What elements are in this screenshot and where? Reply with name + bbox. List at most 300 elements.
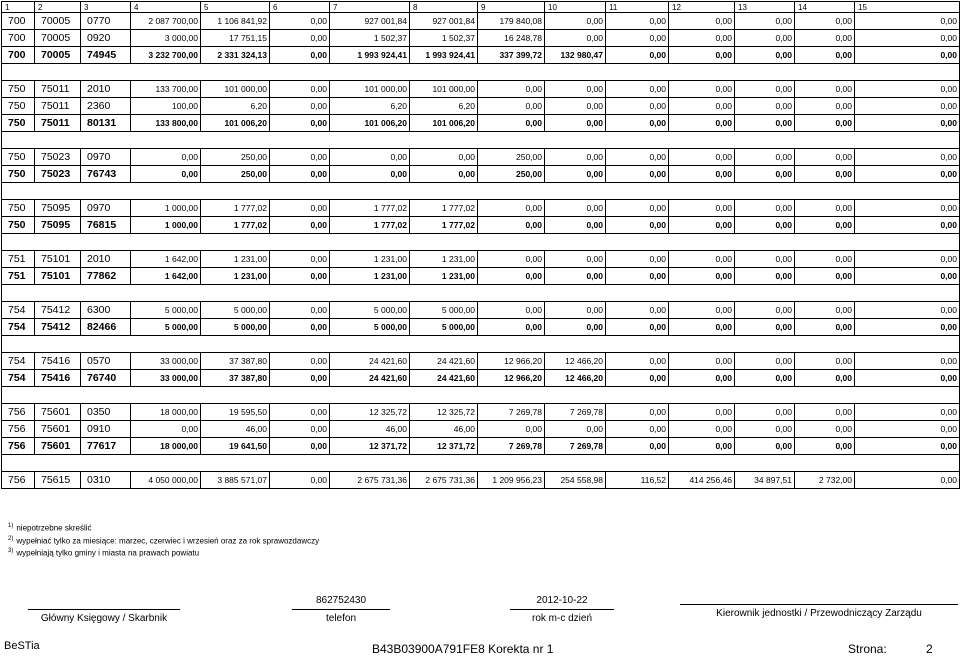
table-row [2, 472, 960, 489]
separator-cell [478, 336, 545, 353]
column-number: 8 [410, 2, 478, 13]
separator-cell [2, 183, 35, 200]
amount-cell: 5 000,00 [330, 302, 410, 319]
amount-cell: 0,00 [669, 353, 735, 370]
page-label: Strona: [848, 642, 887, 656]
amount-cell: 133 800,00 [131, 115, 201, 132]
separator-cell [478, 455, 545, 472]
separator-cell [855, 183, 960, 200]
amount-cell: 6,20 [201, 98, 270, 115]
separator-cell [606, 455, 669, 472]
separator-cell [735, 234, 795, 251]
amount-cell: 0,00 [478, 268, 545, 285]
amount-cell: 0,00 [735, 319, 795, 336]
amount-cell: 0,00 [270, 438, 330, 455]
amount-cell: 12 466,20 [545, 370, 606, 387]
amount-cell: 0,00 [545, 200, 606, 217]
amount-cell: 0,00 [606, 302, 669, 319]
total-row [2, 166, 960, 183]
amount-cell: 0,00 [855, 30, 960, 47]
amount-cell: 1 000,00 [131, 217, 201, 234]
separator-cell [795, 387, 855, 404]
amount-cell: 18 000,00 [131, 438, 201, 455]
amount-cell: 0,00 [795, 319, 855, 336]
amount-cell: 0,00 [855, 302, 960, 319]
separator-cell [606, 64, 669, 81]
amount-cell: 0,00 [270, 217, 330, 234]
column-number: 6 [270, 2, 330, 13]
column-number: 9 [478, 2, 545, 13]
amount-cell: 0,00 [855, 115, 960, 132]
amount-cell: 250,00 [478, 149, 545, 166]
chapter-cell: 75101 [35, 251, 81, 268]
amount-cell: 1 777,02 [410, 217, 478, 234]
amount-cell: 0,00 [606, 438, 669, 455]
separator-cell [270, 64, 330, 81]
separator-cell [201, 387, 270, 404]
separator-cell [330, 387, 410, 404]
section-cell: 750 [2, 166, 35, 183]
separator-cell [606, 132, 669, 149]
separator-cell [330, 183, 410, 200]
amount-cell: 5 000,00 [410, 319, 478, 336]
chapter-cell: 75601 [35, 404, 81, 421]
amount-cell: 37 387,80 [201, 353, 270, 370]
total-row [2, 115, 960, 132]
separator-row [2, 336, 960, 353]
footnotes [8, 521, 319, 559]
document-id: B43B03900A791FE8 Korekta nr 1 [372, 642, 554, 656]
separator-cell [330, 336, 410, 353]
paragraph-cell: 0970 [81, 200, 131, 217]
amount-cell: 0,00 [669, 149, 735, 166]
separator-cell [795, 336, 855, 353]
separator-cell [795, 285, 855, 302]
amount-cell: 5 000,00 [330, 319, 410, 336]
separator-cell [81, 64, 131, 81]
section-cell: 750 [2, 200, 35, 217]
amount-cell: 0,00 [735, 149, 795, 166]
amount-cell: 133 700,00 [131, 81, 201, 98]
separator-cell [669, 183, 735, 200]
column-number: 12 [669, 2, 735, 13]
paragraph-cell: 0570 [81, 353, 131, 370]
amount-cell: 4 050 000,00 [131, 472, 201, 489]
separator-cell [855, 336, 960, 353]
page-number: 2 [926, 642, 933, 656]
separator-cell [201, 64, 270, 81]
amount-cell: 0,00 [270, 98, 330, 115]
amount-cell: 0,00 [855, 251, 960, 268]
amount-cell: 0,00 [855, 438, 960, 455]
amount-cell: 0,00 [606, 251, 669, 268]
amount-cell: 0,00 [270, 13, 330, 30]
separator-cell [410, 336, 478, 353]
amount-cell: 0,00 [795, 47, 855, 64]
amount-cell: 2 331 324,13 [201, 47, 270, 64]
separator-cell [81, 183, 131, 200]
amount-cell: 0,00 [606, 166, 669, 183]
amount-cell: 1 231,00 [201, 268, 270, 285]
amount-cell: 7 269,78 [478, 438, 545, 455]
section-cell: 754 [2, 302, 35, 319]
amount-cell: 927 001,84 [410, 13, 478, 30]
amount-cell: 0,00 [606, 319, 669, 336]
amount-cell: 0,00 [669, 98, 735, 115]
amount-cell: 0,00 [669, 217, 735, 234]
amount-cell: 6,20 [410, 98, 478, 115]
phone-label: telefon [325, 613, 357, 624]
separator-cell [35, 183, 81, 200]
amount-cell: 0,00 [606, 404, 669, 421]
total-row [2, 438, 960, 455]
amount-cell: 5 000,00 [201, 319, 270, 336]
section-cell: 750 [2, 81, 35, 98]
separator-cell [35, 387, 81, 404]
amount-cell: 0,00 [795, 404, 855, 421]
amount-cell: 0,00 [669, 47, 735, 64]
table-row [2, 30, 960, 47]
amount-cell: 37 387,80 [201, 370, 270, 387]
paragraph-cell: 0970 [81, 149, 131, 166]
footnote: $^{3)}$ wypełniają tylko gminy i miasta na prawach powiatu [8, 548, 200, 558]
separator-cell [545, 64, 606, 81]
amount-cell: 0,00 [410, 166, 478, 183]
separator-cell [545, 183, 606, 200]
amount-cell: 0,00 [478, 217, 545, 234]
separator-cell [330, 455, 410, 472]
chapter-cell: 70005 [35, 47, 81, 64]
separator-cell [81, 285, 131, 302]
amount-cell: 0,00 [669, 251, 735, 268]
amount-cell: 0,00 [855, 404, 960, 421]
amount-cell: 24 421,60 [410, 353, 478, 370]
separator-cell [81, 336, 131, 353]
separator-cell [201, 285, 270, 302]
separator-cell [270, 234, 330, 251]
amount-cell: 12 325,72 [330, 404, 410, 421]
separator-cell [35, 455, 81, 472]
amount-cell: 0,00 [735, 404, 795, 421]
paragraph-cell: 82466 [81, 319, 131, 336]
table-row [2, 421, 960, 438]
separator-cell [410, 64, 478, 81]
date-label: rok m-c dzień [531, 613, 592, 624]
amount-cell: 1 777,02 [201, 217, 270, 234]
amount-cell: 1 231,00 [330, 251, 410, 268]
separator-cell [545, 455, 606, 472]
amount-cell: 0,00 [855, 98, 960, 115]
report-table [1, 1, 960, 489]
separator-row [2, 387, 960, 404]
date-value: 2012-10-22 [536, 595, 588, 606]
section-cell: 750 [2, 98, 35, 115]
total-row [2, 319, 960, 336]
separator-cell [855, 285, 960, 302]
table-row [2, 13, 960, 30]
amount-cell: 1 106 841,92 [201, 13, 270, 30]
section-cell: 754 [2, 353, 35, 370]
amount-cell: 0,00 [795, 98, 855, 115]
amount-cell: 0,00 [478, 421, 545, 438]
amount-cell: 19 641,50 [201, 438, 270, 455]
paragraph-cell: 0920 [81, 30, 131, 47]
separator-cell [2, 234, 35, 251]
column-number: 14 [795, 2, 855, 13]
amount-cell: 414 256,46 [669, 472, 735, 489]
amount-cell: 250,00 [478, 166, 545, 183]
amount-cell: 0,00 [669, 438, 735, 455]
separator-cell [795, 234, 855, 251]
amount-cell: 0,00 [735, 115, 795, 132]
section-cell: 754 [2, 370, 35, 387]
separator-cell [735, 64, 795, 81]
amount-cell: 0,00 [478, 319, 545, 336]
amount-cell: 2 675 731,36 [410, 472, 478, 489]
amount-cell: 0,00 [735, 421, 795, 438]
amount-cell: 12 466,20 [545, 353, 606, 370]
amount-cell: 0,00 [270, 115, 330, 132]
amount-cell: 0,00 [855, 47, 960, 64]
amount-cell: 0,00 [795, 302, 855, 319]
amount-cell: 927 001,84 [330, 13, 410, 30]
amount-cell: 100,00 [131, 98, 201, 115]
total-row [2, 370, 960, 387]
amount-cell: 33 000,00 [131, 353, 201, 370]
separator-cell [735, 285, 795, 302]
amount-cell: 0,00 [410, 149, 478, 166]
column-number: 4 [131, 2, 201, 13]
amount-cell: 0,00 [795, 438, 855, 455]
amount-cell: 0,00 [545, 98, 606, 115]
column-number: 2 [35, 2, 81, 13]
paragraph-cell: 2010 [81, 81, 131, 98]
amount-cell: 0,00 [270, 47, 330, 64]
amount-cell: 1 993 924,41 [410, 47, 478, 64]
amount-cell: 5 000,00 [131, 302, 201, 319]
amount-cell: 7 269,78 [545, 404, 606, 421]
paragraph-cell: 0310 [81, 472, 131, 489]
amount-cell: 0,00 [270, 268, 330, 285]
section-cell: 750 [2, 115, 35, 132]
separator-cell [270, 285, 330, 302]
separator-cell [855, 132, 960, 149]
amount-cell: 0,00 [330, 166, 410, 183]
amount-cell: 24 421,60 [330, 370, 410, 387]
chapter-cell: 70005 [35, 13, 81, 30]
head-label: Kierownik jednostki / Przewodniczący Zarządu [716, 608, 922, 619]
amount-cell: 1 209 956,23 [478, 472, 545, 489]
separator-cell [81, 132, 131, 149]
separator-cell [669, 234, 735, 251]
amount-cell: 33 000,00 [131, 370, 201, 387]
amount-cell: 0,00 [855, 166, 960, 183]
separator-cell [35, 285, 81, 302]
separator-cell [35, 64, 81, 81]
amount-cell: 337 399,72 [478, 47, 545, 64]
paragraph-cell: 0770 [81, 13, 131, 30]
separator-row [2, 455, 960, 472]
amount-cell: 0,00 [795, 81, 855, 98]
amount-cell: 0,00 [669, 421, 735, 438]
amount-cell: 1 993 924,41 [330, 47, 410, 64]
separator-cell [478, 234, 545, 251]
amount-cell: 0,00 [270, 166, 330, 183]
amount-cell: 0,00 [545, 115, 606, 132]
amount-cell: 0,00 [669, 115, 735, 132]
separator-cell [410, 183, 478, 200]
amount-cell: 0,00 [795, 421, 855, 438]
amount-cell: 24 421,60 [330, 353, 410, 370]
separator-cell [201, 183, 270, 200]
amount-cell: 101 000,00 [330, 81, 410, 98]
amount-cell: 0,00 [545, 149, 606, 166]
amount-cell: 0,00 [795, 115, 855, 132]
amount-cell: 0,00 [545, 30, 606, 47]
separator-cell [478, 285, 545, 302]
amount-cell: 0,00 [795, 370, 855, 387]
column-number: 15 [855, 2, 960, 13]
separator-cell [606, 285, 669, 302]
amount-cell: 0,00 [270, 149, 330, 166]
separator-cell [131, 132, 201, 149]
amount-cell: 101 006,20 [410, 115, 478, 132]
amount-cell: 0,00 [270, 302, 330, 319]
amount-cell: 0,00 [735, 47, 795, 64]
separator-cell [606, 234, 669, 251]
footnote: $^{2)}$ wypełniać tylko za miesiące: marzec, czerwiec i wrzesień oraz za rok sprawozdawczy [8, 535, 320, 546]
amount-cell: 16 248,78 [478, 30, 545, 47]
amount-cell: 1 231,00 [330, 268, 410, 285]
amount-cell: 0,00 [855, 81, 960, 98]
amount-cell: 0,00 [606, 217, 669, 234]
separator-cell [606, 183, 669, 200]
amount-cell: 0,00 [545, 217, 606, 234]
amount-cell: 0,00 [735, 98, 795, 115]
phone-value: 862752430 [315, 595, 367, 606]
separator-cell [270, 132, 330, 149]
table-row [2, 200, 960, 217]
amount-cell: 6,20 [330, 98, 410, 115]
amount-cell: 0,00 [855, 268, 960, 285]
paragraph-cell: 77862 [81, 268, 131, 285]
amount-cell: 0,00 [735, 166, 795, 183]
signature-line [680, 604, 958, 605]
amount-cell: 0,00 [545, 13, 606, 30]
separator-cell [855, 455, 960, 472]
app-name: BeSTia [4, 640, 40, 652]
separator-cell [201, 336, 270, 353]
amount-cell: 0,00 [735, 438, 795, 455]
separator-cell [735, 336, 795, 353]
chapter-cell: 75412 [35, 319, 81, 336]
amount-cell: 5 000,00 [201, 302, 270, 319]
amount-cell: 0,00 [545, 421, 606, 438]
separator-cell [131, 336, 201, 353]
column-number: 1 [2, 2, 35, 13]
chapter-cell: 75023 [35, 149, 81, 166]
total-row [2, 217, 960, 234]
amount-cell: 0,00 [795, 268, 855, 285]
amount-cell: 0,00 [478, 98, 545, 115]
separator-cell [410, 387, 478, 404]
amount-cell: 12 966,20 [478, 353, 545, 370]
amount-cell: 0,00 [735, 13, 795, 30]
amount-cell: 101 006,20 [201, 115, 270, 132]
section-cell: 700 [2, 47, 35, 64]
amount-cell: 2 087 700,00 [131, 13, 201, 30]
chapter-cell: 75095 [35, 217, 81, 234]
separator-cell [855, 387, 960, 404]
amount-cell: 1 777,02 [330, 200, 410, 217]
total-row [2, 268, 960, 285]
chapter-cell: 75095 [35, 200, 81, 217]
separator-cell [270, 183, 330, 200]
paragraph-cell: 76815 [81, 217, 131, 234]
amount-cell: 0,00 [270, 353, 330, 370]
separator-cell [735, 387, 795, 404]
paragraph-cell: 6300 [81, 302, 131, 319]
separator-cell [270, 455, 330, 472]
chapter-cell: 75601 [35, 421, 81, 438]
separator-cell [410, 455, 478, 472]
amount-cell: 0,00 [855, 319, 960, 336]
separator-cell [131, 64, 201, 81]
amount-cell: 0,00 [606, 13, 669, 30]
amount-cell: 3 232 700,00 [131, 47, 201, 64]
chapter-cell: 75615 [35, 472, 81, 489]
paragraph-cell: 0910 [81, 421, 131, 438]
amount-cell: 0,00 [545, 302, 606, 319]
amount-cell: 0,00 [735, 200, 795, 217]
separator-cell [795, 183, 855, 200]
amount-cell: 19 595,50 [201, 404, 270, 421]
amount-cell: 0,00 [669, 268, 735, 285]
amount-cell: 0,00 [606, 30, 669, 47]
amount-cell: 5 000,00 [410, 302, 478, 319]
amount-cell: 1 231,00 [201, 251, 270, 268]
amount-cell: 0,00 [855, 13, 960, 30]
section-cell: 751 [2, 268, 35, 285]
amount-cell: 0,00 [606, 370, 669, 387]
amount-cell: 2 675 731,36 [330, 472, 410, 489]
separator-cell [410, 234, 478, 251]
amount-cell: 7 269,78 [545, 438, 606, 455]
separator-cell [2, 455, 35, 472]
separator-cell [35, 234, 81, 251]
amount-cell: 5 000,00 [131, 319, 201, 336]
separator-cell [669, 132, 735, 149]
amount-cell: 0,00 [606, 81, 669, 98]
separator-cell [330, 64, 410, 81]
amount-cell: 0,00 [669, 30, 735, 47]
amount-cell: 0,00 [795, 251, 855, 268]
paragraph-cell: 76743 [81, 166, 131, 183]
section-cell: 756 [2, 438, 35, 455]
amount-cell: 0,00 [735, 251, 795, 268]
separator-cell [81, 234, 131, 251]
amount-cell: 0,00 [270, 30, 330, 47]
amount-cell: 0,00 [795, 13, 855, 30]
amount-cell: 0,00 [669, 166, 735, 183]
separator-cell [735, 132, 795, 149]
separator-cell [855, 234, 960, 251]
separator-cell [2, 285, 35, 302]
amount-cell: 7 269,78 [478, 404, 545, 421]
section-cell: 756 [2, 404, 35, 421]
separator-cell [330, 132, 410, 149]
signature-line [28, 609, 180, 610]
